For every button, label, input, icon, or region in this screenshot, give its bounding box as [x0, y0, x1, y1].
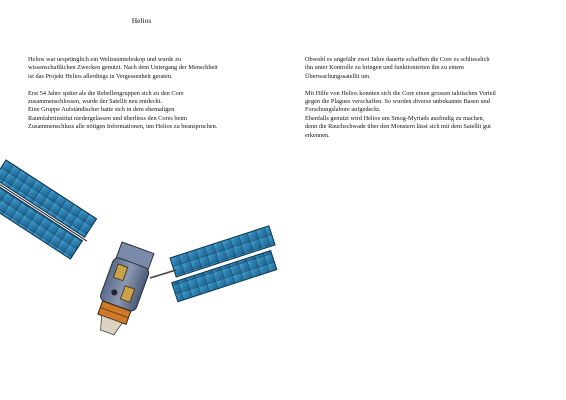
paragraph: Obwohl es ungefähr zwei Jahre dauerte schafften die Core es schliesslich ihn unter Kontrolle zu bringen und funktionierten ihn zu einem Überwachungssatellit um. — [305, 56, 490, 80]
satellite-body — [89, 241, 155, 339]
page-title: Helios — [131, 16, 152, 25]
paragraph: Erst 54 Jahre später als die Rebellengruppen sich zu den Core zusammenschlossen, wurde der Satellit neu entdeckt. Eine Gruppe Aufständischer hatte sich in dem ehemaligen Raumfahrtinstitut niedergelassen und überliess den Cores beim Zusammenschluss alle nötigen Informationen, um Helios zu beanspruchen. — [28, 89, 218, 131]
paragraph: Mit Hilfe von Helios konnten sich die Core einen grossen taktischen Vorteil gegen die Plagues verschaffen. So wurden diverse unbekannte Basen und Forschungslabore aufgedeckt. Ebenfalls genutzt wird Helios um Smog-Myriads ausfindig zu machen, denn die Rauchschwade über den Monstern lässt sich mit dem Satellit gut erkennen. — [305, 89, 496, 139]
right-solar-panel — [164, 226, 282, 302]
left-solar-panel — [0, 160, 100, 261]
satellite-illustration — [0, 150, 285, 355]
paragraph: Helios war ursprünglich ein Weltraumteleskop und wurde zu wissenschaftlichen Zwecken genutzt. Nach dem Untergang der Menschheit ist das Projekt Helios allerdings in Vergessenheit geraten. — [28, 56, 218, 80]
right-text-column — [305, 56, 550, 148]
left-text-column — [28, 56, 278, 140]
